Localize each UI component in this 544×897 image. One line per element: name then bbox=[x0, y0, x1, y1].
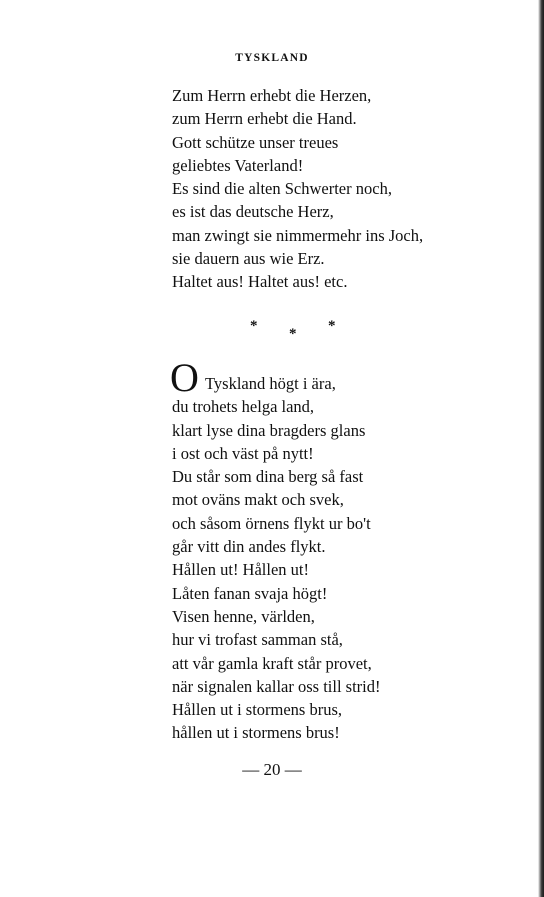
verse-line: Låten fanan svaja högt! bbox=[172, 583, 328, 603]
asterisk: * bbox=[289, 326, 297, 342]
verse-line: att vår gamla kraft står provet, bbox=[172, 653, 372, 673]
asterisk: * bbox=[250, 318, 258, 334]
asterism-separator bbox=[0, 318, 544, 348]
verse-line: geliebtes Vaterland! bbox=[172, 155, 304, 175]
verse-line: hur vi trofast samman stå, bbox=[172, 630, 343, 650]
asterisk: * bbox=[328, 318, 336, 334]
verse-line: och såsom örnens flykt ur bo't bbox=[172, 513, 371, 533]
running-head: TYSKLAND bbox=[235, 52, 309, 64]
verse-line-first-text: Tyskland högt i ära, bbox=[205, 374, 336, 393]
verse-line: man zwingt sie nimmermehr ins Joch, bbox=[172, 225, 424, 245]
verse-line: klart lyse dina bragders glans bbox=[172, 420, 366, 440]
verse-line: Hållen ut! Hållen ut! bbox=[172, 560, 309, 580]
verse-line: Zum Herrn erhebt die Herzen, bbox=[172, 86, 372, 105]
verse-line: es ist das deutsche Herz, bbox=[172, 202, 334, 222]
verse-line: Es sind die alten Schwerter noch, bbox=[172, 179, 392, 199]
verse-line: zum Herrn erhebt die Hand. bbox=[172, 109, 357, 129]
verse-line: Du står som dina berg så fast bbox=[172, 467, 364, 487]
verse-line: mot oväns makt och svek, bbox=[172, 490, 344, 510]
verse-line: går vitt din andes flykt. bbox=[172, 537, 326, 557]
german-stanza bbox=[172, 84, 423, 294]
verse-line: du trohets helga land, bbox=[172, 397, 315, 417]
drop-cap: O bbox=[170, 355, 199, 400]
page-number: — 20 — bbox=[242, 760, 302, 779]
verse-line: sie dauern aus wie Erz. bbox=[172, 249, 325, 269]
verse-line: Haltet aus! Haltet aus! etc. bbox=[172, 272, 348, 292]
verse-line: Hållen ut i stormens brus, bbox=[172, 700, 343, 720]
verse-line-first bbox=[170, 355, 381, 400]
verse-line: Visen henne, världen, bbox=[172, 606, 315, 626]
verse-line: i ost och väst på nytt! bbox=[172, 443, 314, 463]
verse-line: hållen ut i stormens brus! bbox=[172, 723, 340, 743]
verse-line: Gott schütze unser treues bbox=[172, 132, 339, 152]
swedish-stanza bbox=[170, 355, 381, 745]
verse-line: när signalen kallar oss till strid! bbox=[172, 676, 381, 696]
